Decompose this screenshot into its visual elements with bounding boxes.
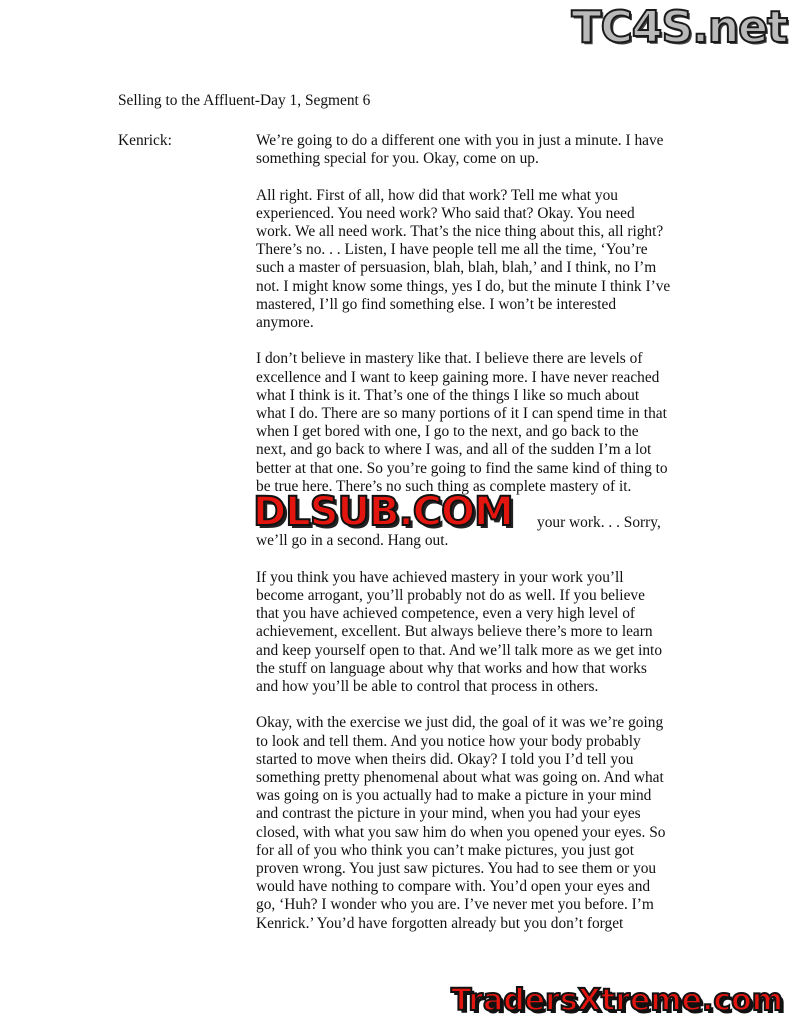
text-line: something pretty phenomenal about what was going on. And what (256, 769, 664, 787)
text-line: when I get bored with one, I go to the next, and go back to the (256, 423, 639, 441)
text-line: proven wrong. You just saw pictures. You had to see them or you (256, 860, 657, 878)
text-line: next, and go back to where I was, and all of the sudden I’m a lot (256, 441, 652, 459)
text-line: mastered, I’ll go find something else. I won’t be interested (256, 295, 617, 313)
text-line: I don’t believe in mastery like that. I believe there are levels of (256, 350, 643, 368)
text-line: excellence and I want to keep gaining more. I have never reached (256, 368, 660, 386)
text-line: better at that one. So you’re going to find the same kind of thing to (256, 459, 668, 477)
text-line: anymore. (256, 314, 314, 332)
text-line: your work. . . Sorry, (537, 514, 661, 532)
text-line: such a master of persuasion, blah, blah, blah,’ and I think, no I’m (256, 259, 657, 277)
text-line: If you think you have achieved mastery in your work you’ll (256, 568, 624, 586)
text-line: started to move when theirs did. Okay? I told you I’d tell you (256, 750, 634, 768)
text-line: closed, with what you saw him do when you opened your eyes. So (256, 823, 666, 841)
text-line: something special for you. Okay, come on up. (256, 150, 539, 168)
text-line: that you have achieved competence, even a very high level of (256, 605, 636, 623)
text-line: the stuff on language about why that works and how that works (256, 659, 647, 677)
paragraph-5 (256, 569, 686, 696)
tradersxtreme-watermark-logo: TradersXtreme.com (451, 983, 783, 1018)
text-line: achievement, excellent. But always believe there’s more to learn (256, 623, 653, 641)
text-line: to look and tell them. And you notice how your body probably (256, 732, 641, 750)
speaker-label: Kenrick: (118, 132, 172, 149)
text-line: Okay, with the exercise we just did, the goal of it was we’re going (256, 714, 664, 732)
tc4s-watermark-logo: TC4S.net (571, 2, 787, 53)
text-line: be true here. There’s no such thing as complete mastery of it. (256, 477, 632, 495)
paragraph-3 (256, 350, 686, 496)
text-line: All right. First of all, how did that work? Tell me what you (256, 186, 618, 204)
text-line: what I think is it. That’s one of the things I like so much about (256, 386, 640, 404)
text-line: experienced. You need work? Who said that? Okay. You need (256, 204, 635, 222)
paragraph-2 (256, 187, 686, 333)
text-line: become arrogant, you’ll probably not do as well. If you believe (256, 587, 645, 605)
text-line: Kenrick.’ You’d have forgotten already but you don’t forget (256, 914, 624, 932)
dlsub-watermark-logo: DLSUB.COM (253, 489, 513, 535)
text-line: was going on is you actually had to make a picture in your mind (256, 787, 652, 805)
text-line: and how you’ll be able to control that process in others. (256, 678, 599, 696)
text-line: We’re going to do a different one with you in just a minute. I have (256, 132, 664, 149)
text-line: we’ll go in a second. Hang out. (256, 532, 449, 550)
transcript-body (256, 132, 686, 951)
text-line: go, ‘Huh? I wonder who you are. I’ve never met you before. I’m (256, 896, 654, 914)
text-line: for all of you who think you can’t make pictures, you just got (256, 841, 635, 859)
text-line: There’s no. . . Listen, I have people tell me all the time, ‘You’re (256, 241, 648, 259)
paragraph-1 (256, 132, 686, 168)
document-title: Selling to the Affluent-Day 1, Segment 6 (118, 92, 371, 109)
text-line: not. I might know some things, yes I do, but the minute I think I’ve (256, 277, 671, 295)
text-line: and contrast the picture in your mind, when you had your eyes (256, 805, 641, 823)
text-line: what I do. There are so many portions of it I can spend time in that (256, 405, 667, 423)
paragraph-6 (256, 714, 686, 932)
text-line: would have nothing to compare with. You’d open your eyes and (256, 878, 651, 896)
text-line: work. We all need work. That’s the nice thing about this, all right? (256, 223, 664, 240)
text-line: and keep yourself open to that. And we’ll talk more as we get into (256, 641, 663, 659)
